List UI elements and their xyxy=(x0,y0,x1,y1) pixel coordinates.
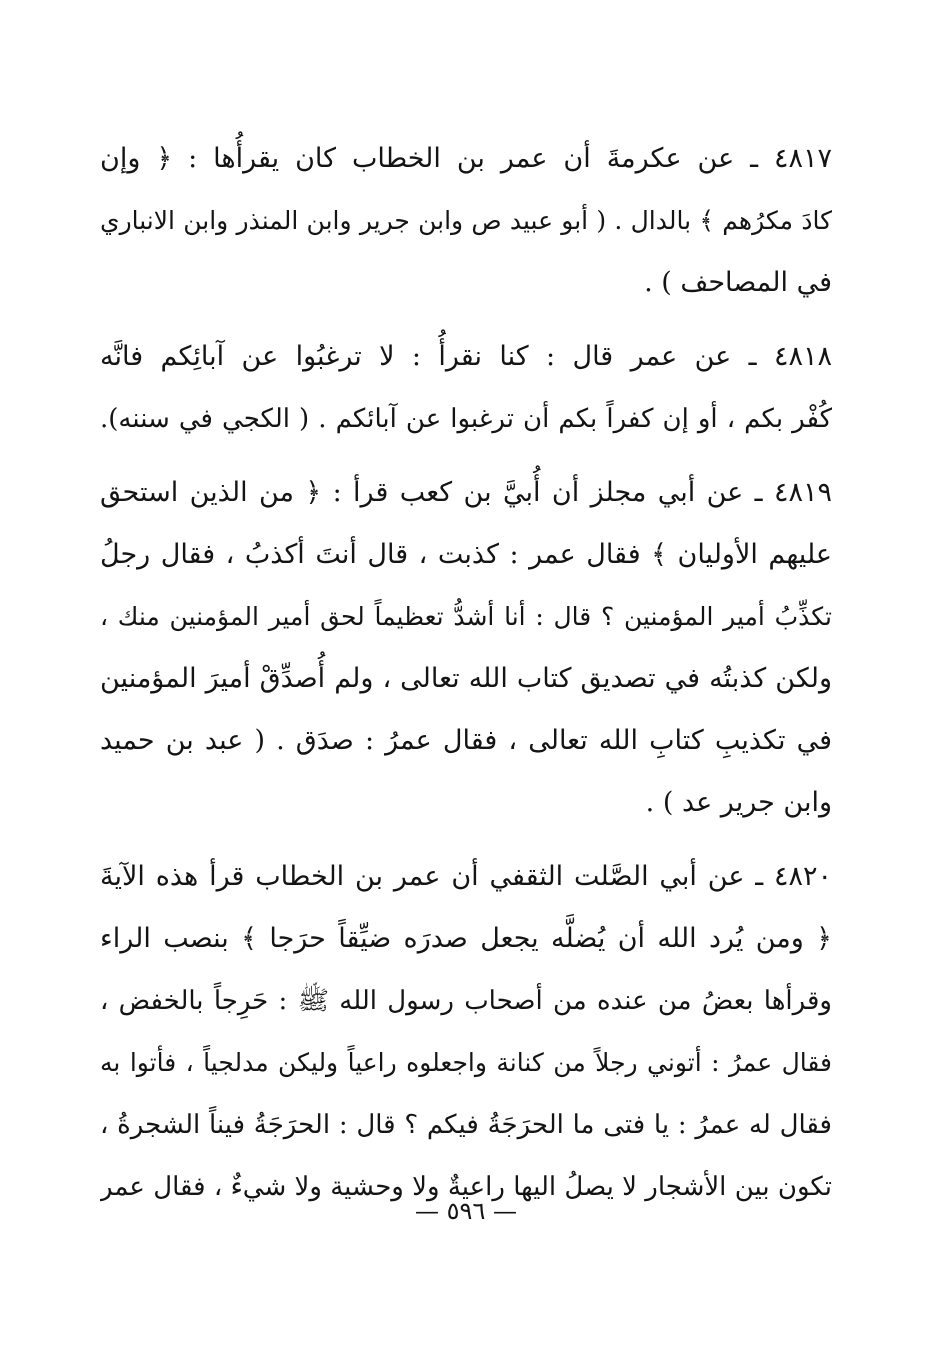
text-line: كُفْر بكم ، أو إن كفراً بكم أن ترغبوا عن آبائكم . ( الكجي في سننه). xyxy=(100,404,832,434)
hadith-4820 xyxy=(100,846,832,1218)
page-number: — ٥٩٦ — xyxy=(415,1197,517,1225)
text-line: فقال عمرُ : أتوني رجلاً من كنانة واجعلوه راعياً وليكن مدلجياً ، فأتوا به xyxy=(100,1048,832,1077)
text-line: ولكن كذبتُه في تصديق كتاب الله تعالى ، ولم أُصدِّقْ أميرَ المؤمنين xyxy=(100,663,832,694)
text-line: في تكذيبِ كتابِ الله تعالى ، فقال عمرُ : صدَق . ( عبد بن حميد xyxy=(100,725,832,756)
hadith-4817 xyxy=(100,128,832,314)
text-line: ٤٨٢٠ ـ عن أبي الصَّلت الثقفي أن عمر بن الخطاب قرأ هذه الآيةَ xyxy=(100,861,832,892)
text-line: ٤٨١٨ ـ عن عمر قال : كنا نقرأُ : لا ترغبُوا عن آبائِكم فانَّه xyxy=(100,341,832,372)
page-body xyxy=(100,128,832,1230)
text-line: ٤٨١٩ ـ عن أبي مجلز أن أُبيَّ بن كعب قرأ : ﴿ من الذين استحق xyxy=(100,477,832,508)
text-line: وابن جرير عد ) . xyxy=(645,787,832,818)
text-line: كادَ مكرُهم ﴾ بالدال . ( أبو عبيد ص وابن جرير وابن المنذر وابن الانباري xyxy=(100,206,832,235)
text-line: في المصاحف ) . xyxy=(644,267,832,298)
text-line: عليهم الأوليان ﴾ فقال عمر : كذبت ، قال أنتَ أكذبُ ، فقال رجلُ xyxy=(100,539,832,570)
hadith-4818 xyxy=(100,326,832,450)
text-line: فقال له عمرُ : يا فتى ما الحرَجَةُ فيكم ؟ قال : الحرَجَةُ فيناً الشجرةُ ، xyxy=(100,1110,832,1140)
text-line: وقرأها بعضُ من عنده من أصحاب رسول الله ﷺ : حَرِجاً بالخفض ، xyxy=(100,986,832,1016)
hadith-4819 xyxy=(100,462,832,834)
text-line: ٤٨١٧ ـ عن عكرمةَ أن عمر بن الخطاب كان يقرأُها : ﴿ وإن xyxy=(100,143,832,174)
text-line: ﴿ ومن يُرد الله أن يُضلَّه يجعل صدرَه ضيِّقاً حرَجا ﴾ بنصب الراء xyxy=(100,923,832,954)
text-line: تكون بين الأشجار لا يصلُ اليها راعيةٌ ولا وحشية ولا شيءٌ ، فقال عمر xyxy=(100,1172,832,1202)
text-line: تكذِّبُ أمير المؤمنين ؟ قال : أنا أشدُّ تعظيماً لحق أمير المؤمنين منك ، xyxy=(100,602,832,631)
